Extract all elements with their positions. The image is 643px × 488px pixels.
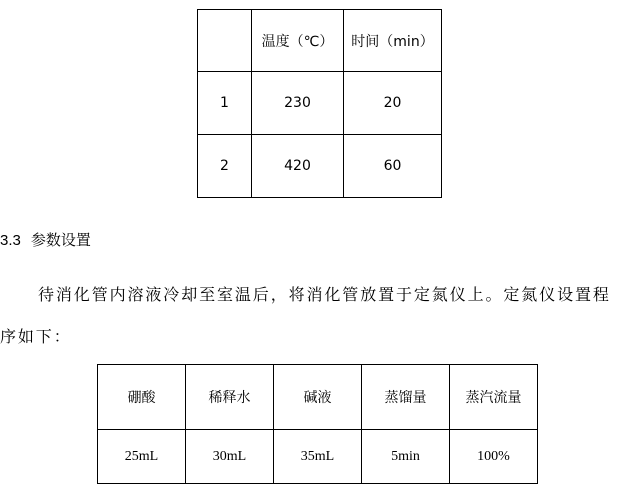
table-cell: 230: [252, 72, 344, 135]
paragraph-line: 序如下：: [0, 327, 72, 346]
table-header-cell: 硼酸: [98, 365, 186, 430]
section-title: 参数设置: [30, 231, 91, 249]
table-row: [98, 430, 538, 484]
table-header-cell: [198, 10, 252, 72]
table-header-cell: 时间（min）: [344, 10, 442, 72]
section-heading: [0, 229, 91, 250]
digestion-parameters-table: [197, 9, 442, 198]
table-header-cell: 稀释水: [186, 365, 274, 430]
table-cell: 5min: [362, 430, 450, 484]
table-cell: 100%: [450, 430, 538, 484]
table-cell: 30mL: [186, 430, 274, 484]
table-cell: 420: [252, 135, 344, 198]
table-row: [198, 72, 442, 135]
table-cell: 25mL: [98, 430, 186, 484]
table-cell: 20: [344, 72, 442, 135]
table-cell: 1: [198, 72, 252, 135]
table-header-cell: 温度（℃）: [252, 10, 344, 72]
table-header-cell: 碱液: [274, 365, 362, 430]
section-number: 3.3: [0, 232, 21, 249]
table-cell: 35mL: [274, 430, 362, 484]
nitrogen-analyzer-settings-table: [97, 364, 538, 484]
table-header-row: [198, 10, 442, 72]
table-cell: 60: [344, 135, 442, 198]
table-header-cell: 蒸汽流量: [450, 365, 538, 430]
table-row: [198, 135, 442, 198]
table-cell: 2: [198, 135, 252, 198]
table-header-row: [98, 365, 538, 430]
paragraph-line: 待消化管内溶液冷却至室温后，将消化管放置于定氮仪上。定氮仪设置程: [38, 285, 611, 304]
table-header-cell: 蒸馏量: [362, 365, 450, 430]
